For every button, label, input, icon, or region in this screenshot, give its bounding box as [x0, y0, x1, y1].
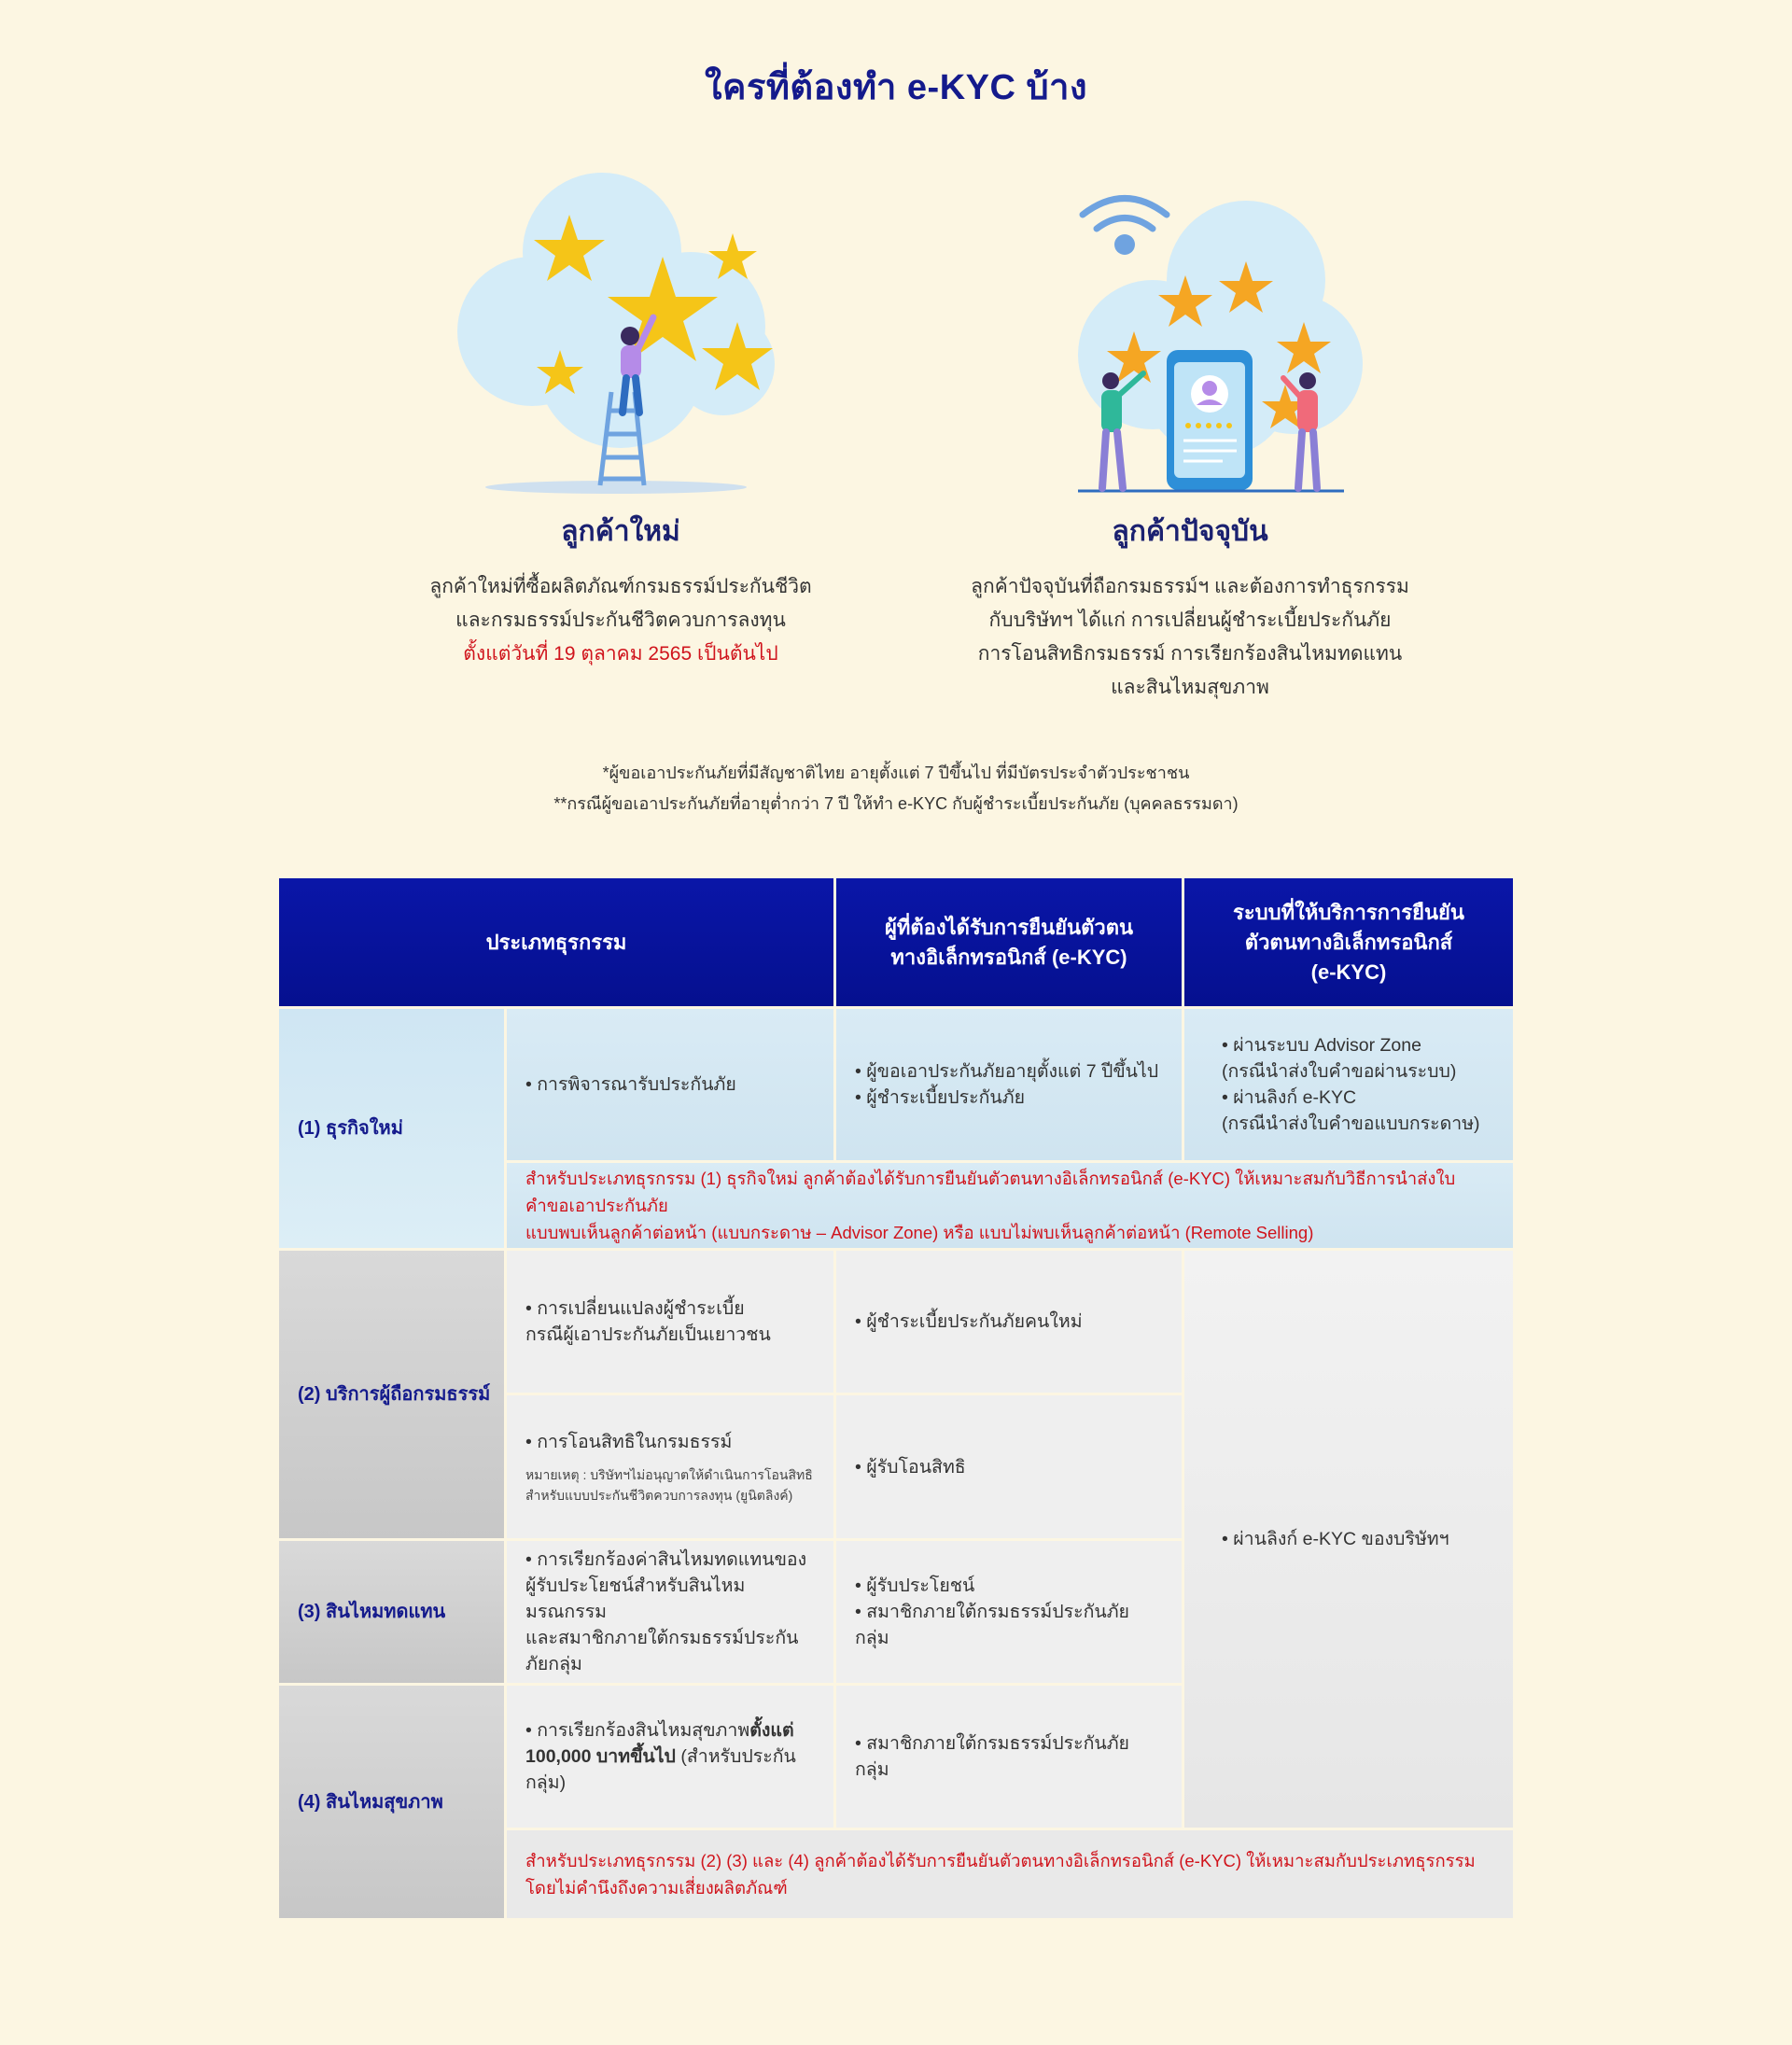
- category-policyholder-service: (2) บริการผู้ถือกรมธรรม์: [279, 1251, 504, 1538]
- header-transaction-type: ประเภทธุรกรรม: [279, 878, 833, 1006]
- shared-ekyc-system: • ผ่านลิงก์ e-KYC ของบริษัทฯ: [1184, 1251, 1513, 1828]
- policy-transfer-transaction: • การโอนสิทธิในกรมธรรม์ หมายเหตุ : บริษัทฯไม่อนุญาตให้ดำเนินการโอนสิทธิ สำหรับแบบประกันชีวิตควบการลงทุน (ยูนิตลิงค์): [507, 1395, 833, 1538]
- change-payer-transaction: • การเปลี่ยนแปลงผู้ชำระเบี้ย กรณีผู้เอาประกันภัยเป็นเยาวชน: [507, 1251, 833, 1393]
- new-business-system: • ผ่านระบบ Advisor Zone (กรณีนำส่งใบคำขอผ่านระบบ) • ผ่านลิงก์ e-KYC (กรณีนำส่งใบคำขอแบบกระดาษ): [1184, 1009, 1513, 1160]
- page-title: ใครที่ต้องทำ e-KYC บ้าง: [704, 68, 1088, 107]
- change-payer-who: • ผู้ชำระเบี้ยประกันภัยคนใหม่: [836, 1251, 1182, 1393]
- new-customer-heading: ลูกค้าใหม่: [561, 516, 680, 547]
- category-new-business: (1) ธุรกิจใหม่: [279, 1009, 504, 1248]
- claims-transaction: • การเรียกร้องค่าสินไหมทดแทนของ ผู้รับประโยชน์สำหรับสินไหมมรณกรรม และสมาชิกภายใต้กรมธรรม์ประกันภัยกลุ่ม: [507, 1541, 833, 1683]
- footnotes: [0, 758, 1792, 819]
- header-who-needs-ekyc: ผู้ที่ต้องได้รับการยืนยันตัวตน ทางอิเล็กทรอนิกส์ (e-KYC): [836, 878, 1182, 1006]
- footnote-1: *ผู้ขอเอาประกันภัยที่มีสัญชาติไทย อายุตั้งแต่ 7 ปีขึ้นไป ที่มีบัตรประจำตัวประชาชน: [602, 763, 1190, 782]
- header-ekyc-system: ระบบที่ให้บริการการยืนยัน ตัวตนทางอิเล็กทรอนิกส์ (e-KYC): [1184, 878, 1513, 1006]
- start-date-note: ตั้งแต่วันที่ 19 ตุลาคม 2565 เป็นต้นไป: [463, 643, 778, 665]
- new-customer-card: [331, 168, 910, 671]
- footnote-2: **กรณีผู้ขอเอาประกันภัยที่อายุต่ำกว่า 7 ปี ให้ทำ e-KYC กับผู้ชำระเบี้ยประกันภัย (บุคคลธรรมดา): [553, 794, 1239, 813]
- current-customer-card: [901, 168, 1479, 705]
- current-customer-heading: ลูกค้าปัจจุบัน: [1112, 516, 1268, 547]
- claims-who: • ผู้รับประโยชน์ • สมาชิกภายใต้กรมธรรม์ประกันภัยกลุ่ม: [836, 1541, 1182, 1683]
- stars-ladder-illustration: [443, 168, 798, 495]
- phone-rating-illustration: [1013, 168, 1367, 495]
- policy-transfer-who: • ผู้รับโอนสิทธิ: [836, 1395, 1182, 1538]
- current-customer-description: ลูกค้าปัจจุบันที่ถือกรมธรรม์ฯ และต้องการทำธุรกรรม กับบริษัทฯ ได้แก่ การเปลี่ยนผู้ชำระเบี้ยประกันภัย การโอนสิทธิกรมธรรม์ การเรียกร้องสินไหมทดแทน และสินไหมสุขภาพ: [971, 576, 1409, 698]
- category-claims: (3) สินไหมทดแทน: [279, 1541, 504, 1683]
- transactions-2-4-note: สำหรับประเภทธุรกรรม (2) (3) และ (4) ลูกค้าต้องได้รับการยืนยันตัวตนทางอิเล็กทรอนิกส์ (e-KYC) ให้เหมาะสมกับประเภทธุรกรรม โดยไม่คำนึงถึงความเสี่ยงผลิตภัณฑ์: [507, 1830, 1513, 1918]
- new-business-note: สำหรับประเภทธุรกรรม (1) ธุรกิจใหม่ ลูกค้าต้องได้รับการยืนยันตัวตนทางอิเล็กทรอนิกส์ (e-KYC) ให้เหมาะสมกับวิธีการนำส่งใบคำขอเอาประกันภัย แบบพบเห็นลูกค้าต่อหน้า (แบบกระดาษ – Advisor Zone) หรือ แบบไม่พบเห็นลูกค้าต่อหน้า (Remote Selling): [507, 1163, 1513, 1248]
- new-customer-description: ลูกค้าใหม่ที่ซื้อผลิตภัณฑ์กรมธรรม์ประกันชีวิต และกรมธรรม์ประกันชีวิตควบการลงทุน ตั้งแต่วันที่ 19 ตุลาคม 2565 เป็นต้นไป: [331, 570, 910, 671]
- health-claims-who: • สมาชิกภายใต้กรมธรรม์ประกันภัยกลุ่ม: [836, 1686, 1182, 1828]
- new-business-transaction: • การพิจารณารับประกันภัย: [507, 1009, 833, 1160]
- new-business-who: • ผู้ขอเอาประกันภัยอายุตั้งแต่ 7 ปีขึ้นไป • ผู้ชำระเบี้ยประกันภัย: [836, 1009, 1182, 1160]
- category-health-claims: (4) สินไหมสุขภาพ: [279, 1686, 504, 1918]
- health-claims-transaction: • การเรียกร้องสินไหมสุขภาพตั้งแต่ 100,000 บาทขึ้นไป (สำหรับประกันกลุ่ม): [507, 1686, 833, 1828]
- ekyc-table: [279, 878, 1513, 1918]
